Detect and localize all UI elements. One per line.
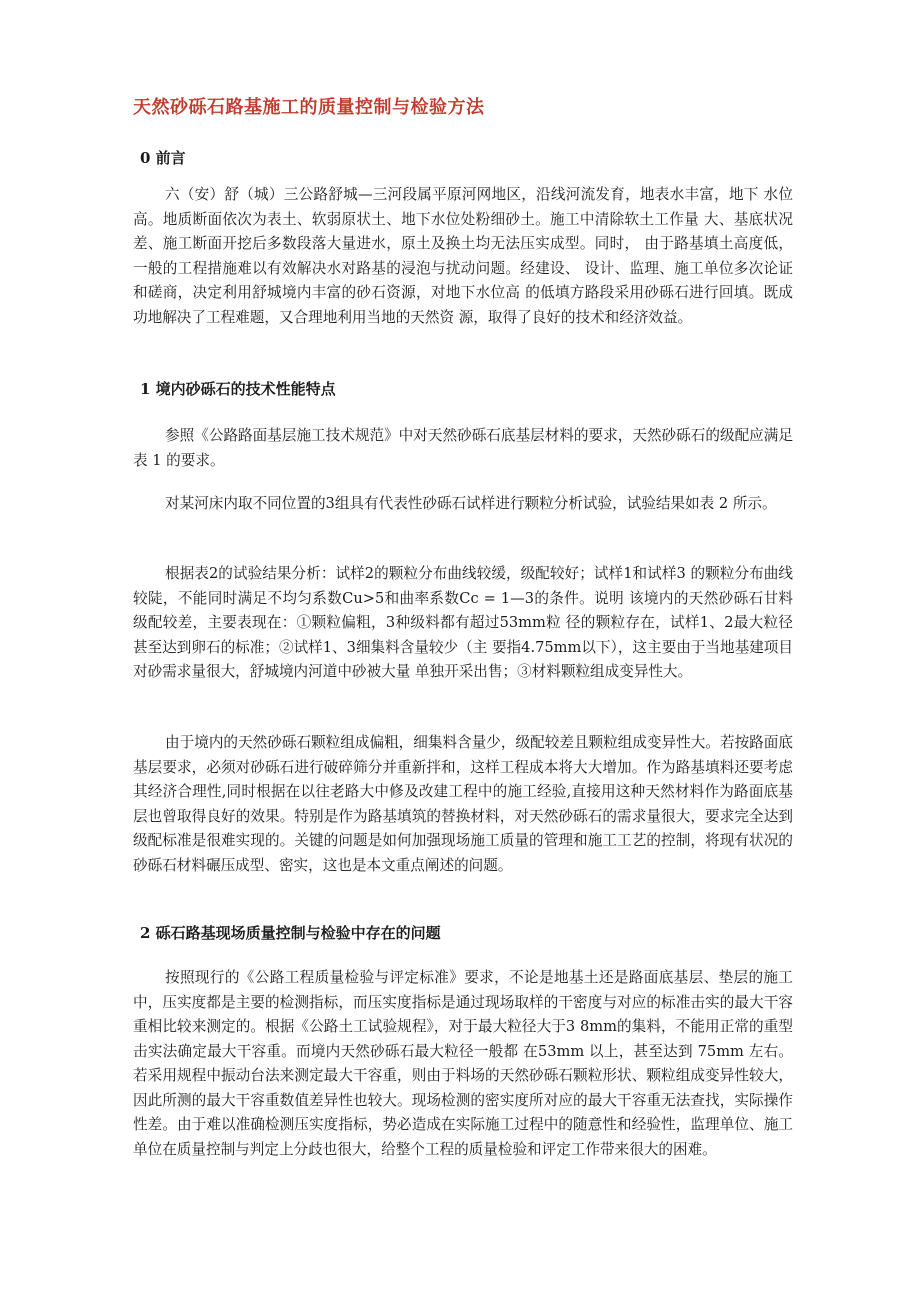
section-1-paragraph-0: 参照《公路路面基层施工技术规范》中对天然砂砾石底基层材料的要求，天然砂砾石的级配应满足表 1 的要求。 [133,427,793,469]
section-2-paragraph-0: 按照现行的《公路工程质量检验与评定标准》要求，不论是地基土还是路面底基层、垫层的施工中，压实度都是主要的检测指标，而压实度指标是通过现场取样的干密度与对应的标准击实的最大干容重相比较来测定的。根据《公路土工试验规程》，对于最大粒径大于3 8mm的集料，不能用正常的重型击实法确定最大干容重。而境内天然砂砾石最大粒径一般都 在53mm 以上，甚至达到 75mm 左右。若采用规程中振动台法来测定最大干容重，则由于料场的天然砂砾石颗粒形状、颗粒组成变异性较大，因此所测的最大干容重数值差异性也较大。现场检测的密实度所对应的最大干容重无法查找，实际操作性差。由于难以准确检测压实度指标，势必造成在实际施工过程中的随意性和经验性，监理单位、施工单位在质量控制与判定上分歧也很大，给整个工程的质量检验和评定工作带来很大的困难。 [133,969,793,1158]
section-0-paragraph-0: 六（安）舒（城）三公路舒城—三河段属平原河网地区，沿线河流发育，地表水丰富，地下 水位高。地质断面依次为表土、软弱原状土、地下水位处粉细砂土。施工中清除软土工作量 大、基底状况差、施工断面开挖后多数段落大量进水，原土及换土均无法压实成型。同时， 由于路基填土高度低，一般的工程措施难以有效解决水对路基的浸泡与扰动问题。经建设、 设计、监理、施工单位多次论证和磋商，决定利用舒城境内丰富的砂石资源，对地下水位高 的低填方路段采用砂砾石进行回填。既成功地解决了工程难题，又合理地利用当地的天然资 源，取得了良好的技术和经济效益。 [133,186,793,326]
section-1-paragraph-3: 由于境内的天然砂砾石颗粒组成偏粗，细集料含量少，级配较差且颗粒组成变异性大。若按路面底基层要求，必须对砂砾石进行破碎筛分并重新拌和，这样工程成本将大大增加。作为路基填料还要考虑其经济合理性,同时根据在以往老路大中修及改建工程中的施工经验,直接用这种天然材料作为路面底基层也曾取得良好的效果。特别是作为路基填筑的替换材料，对天然砂砾石的需求量很大，要求完全达到级配标准是很难实现的。关键的问题是如何加强现场施工质量的管理和施工工艺的控制，将现有状况的砂砾石材料碾压成型、密实，这也是本文重点阐述的问题。 [133,734,793,874]
section-heading-1: 1 境内砂砾石的技术性能特点 [140,380,336,398]
section-heading-2: 2 砾石路基现场质量控制与检验中存在的问题 [140,924,441,942]
section-1-paragraph-1: 对某河床内取不同位置的3组具有代表性砂砾石试样进行颗粒分析试验，试验结果如表 2 所示。 [165,495,777,512]
document-title: 天然砂砾石路基施工的质量控制与检验方法 [133,97,485,118]
section-1-paragraph-2: 根据表2的试验结果分析：试样2的颗粒分布曲线较缓，级配较好；试样1和试样3 的颗粒分布曲线较陡，不能同时满足不均匀系数Cu>5和曲率系数Cc = 1—3的条件。说明 该境内的天然砂砾石甘料级配较差，主要表现在：①颗粒偏粗，3种级料都有超过53mm粒 径的颗粒存在，试样1、2最大粒径甚至达到卵石的标准；②试样1、3细集料含量较少（主 要指4.75mm以下），这主要由于当地基建项目对砂需求量很大，舒城境内河道中砂被大量 单独开采出售；③材料颗粒组成变异性大。 [133,565,793,680]
section-heading-0: 0 前言 [140,149,186,167]
